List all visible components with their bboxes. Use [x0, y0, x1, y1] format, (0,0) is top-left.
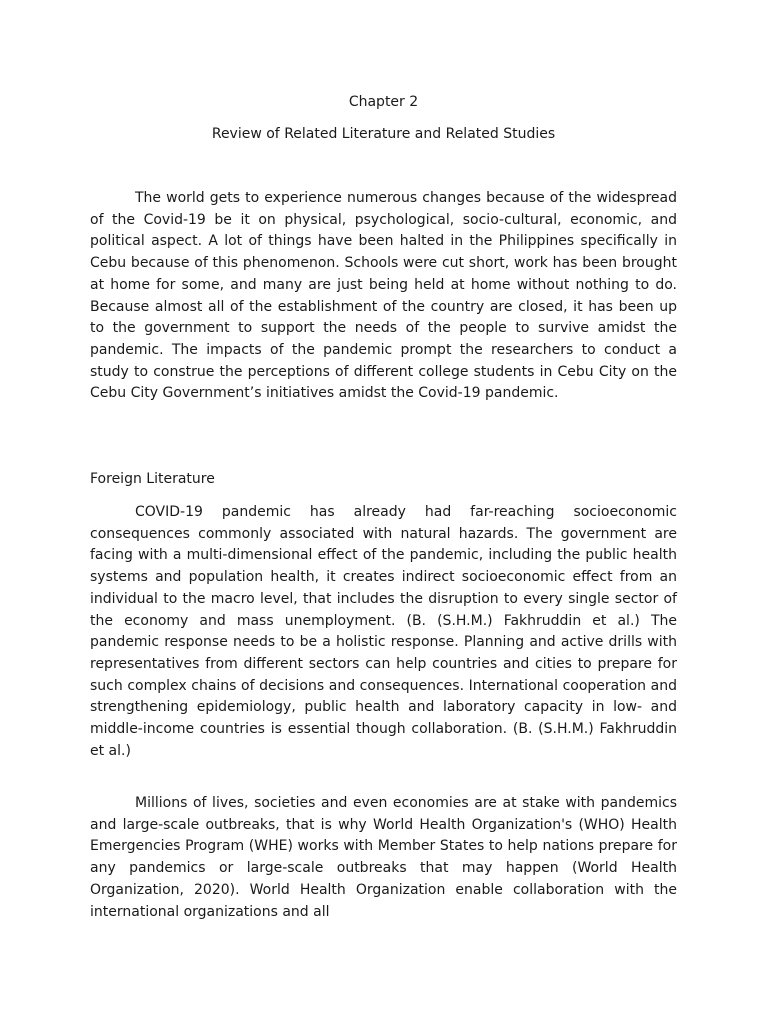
document-page	[90, 0, 677, 1024]
section-heading-foreign-literature: Foreign Literature	[90, 471, 215, 487]
body-paragraph: COVID-19 pandemic has already had far-reaching socioeconomic consequences commonly associated with natural hazards. The government are facing with a multi-dimensional effect of the pandemic, including the public health systems and population health, it creates indirect socioeconomic effect from an individual to the macro level, that includes the disruption to every single sector of the economy and mass unemployment. (B. (S.H.M.) Fakhruddin et al.) The pandemic response needs to be a holistic response. Planning and active drills with representatives from different sectors can help countries and cities to prepare for such complex chains of decisions and consequences. International cooperation and strengthening epidemiology, public health and laboratory capacity in low- and middle-income countries is essential though collaboration. (B. (S.H.M.) Fakhruddin et al.)	[90, 504, 677, 759]
chapter-number: Chapter 2	[348, 94, 419, 110]
body-paragraph: Millions of lives, societies and even economies are at stake with pandemics and large-scale outbreaks, that is why World Health Organization's (WHO) Health Emergencies Program (WHE) works with Member States to help nations prepare for any pandemics or large-scale outbreaks that may happen (World Health Organization, 2020). World Health Organization enable collaboration with the international organizations and all	[90, 795, 677, 920]
intro-paragraph: The world gets to experience numerous changes because of the widespread of the Covid-19 be it on physical, psychological, socio-cultural, economic, and political aspect. A lot of things have been halted in the Philippines specifically in Cebu because of this phenomenon. Schools were cut short, work has been brought at home for some, and many are just being held at home without nothing to do. Because almost all of the establishment of the country are closed, it has been up to the government to support the needs of the people to survive amidst the pandemic. The impacts of the pandemic prompt the researchers to conduct a study to construe the perceptions of different college students in Cebu City on the Cebu City Government’s initiatives amidst the Covid-19 pandemic.	[90, 190, 677, 402]
chapter-title: Review of Related Literature and Related Studies	[211, 126, 556, 142]
